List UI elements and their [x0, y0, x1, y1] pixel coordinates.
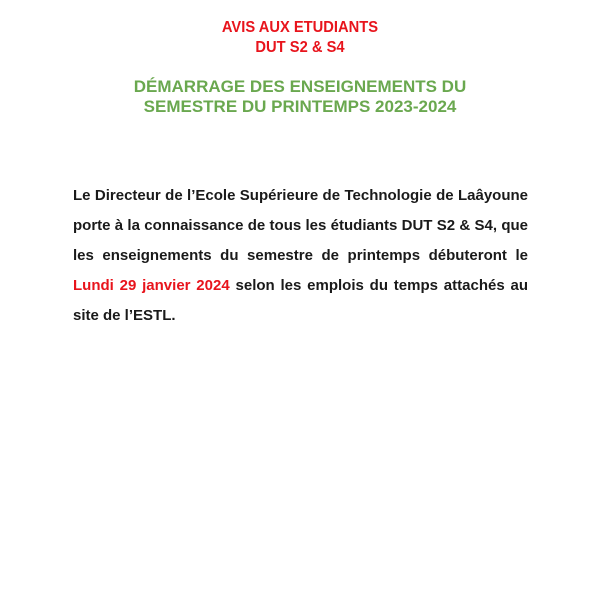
notice-audience: DUT S2 & S4: [255, 39, 345, 56]
notice-subtitle-line1: DÉMARRAGE DES ENSEIGNEMENTS DU: [133, 77, 467, 96]
notice-body-part1: Le Directeur de l’Ecole Supérieure de Technologie de Laâyoune porte à la connaissance de tous les étudiants DUT S2 & S4, que les enseignements du semestre de printemps débuteront le: [73, 187, 528, 264]
notice-subtitle-line2: SEMESTRE DU PRINTEMPS 2023-2024: [143, 97, 457, 116]
notice-body-part2: selon les emplois du temps attachés au site de l’ESTL.: [73, 277, 528, 324]
notice-title: AVIS AUX ETUDIANTS: [221, 19, 379, 36]
notice-body: [73, 181, 528, 331]
start-date: Lundi 29 janvier 2024: [73, 277, 230, 294]
